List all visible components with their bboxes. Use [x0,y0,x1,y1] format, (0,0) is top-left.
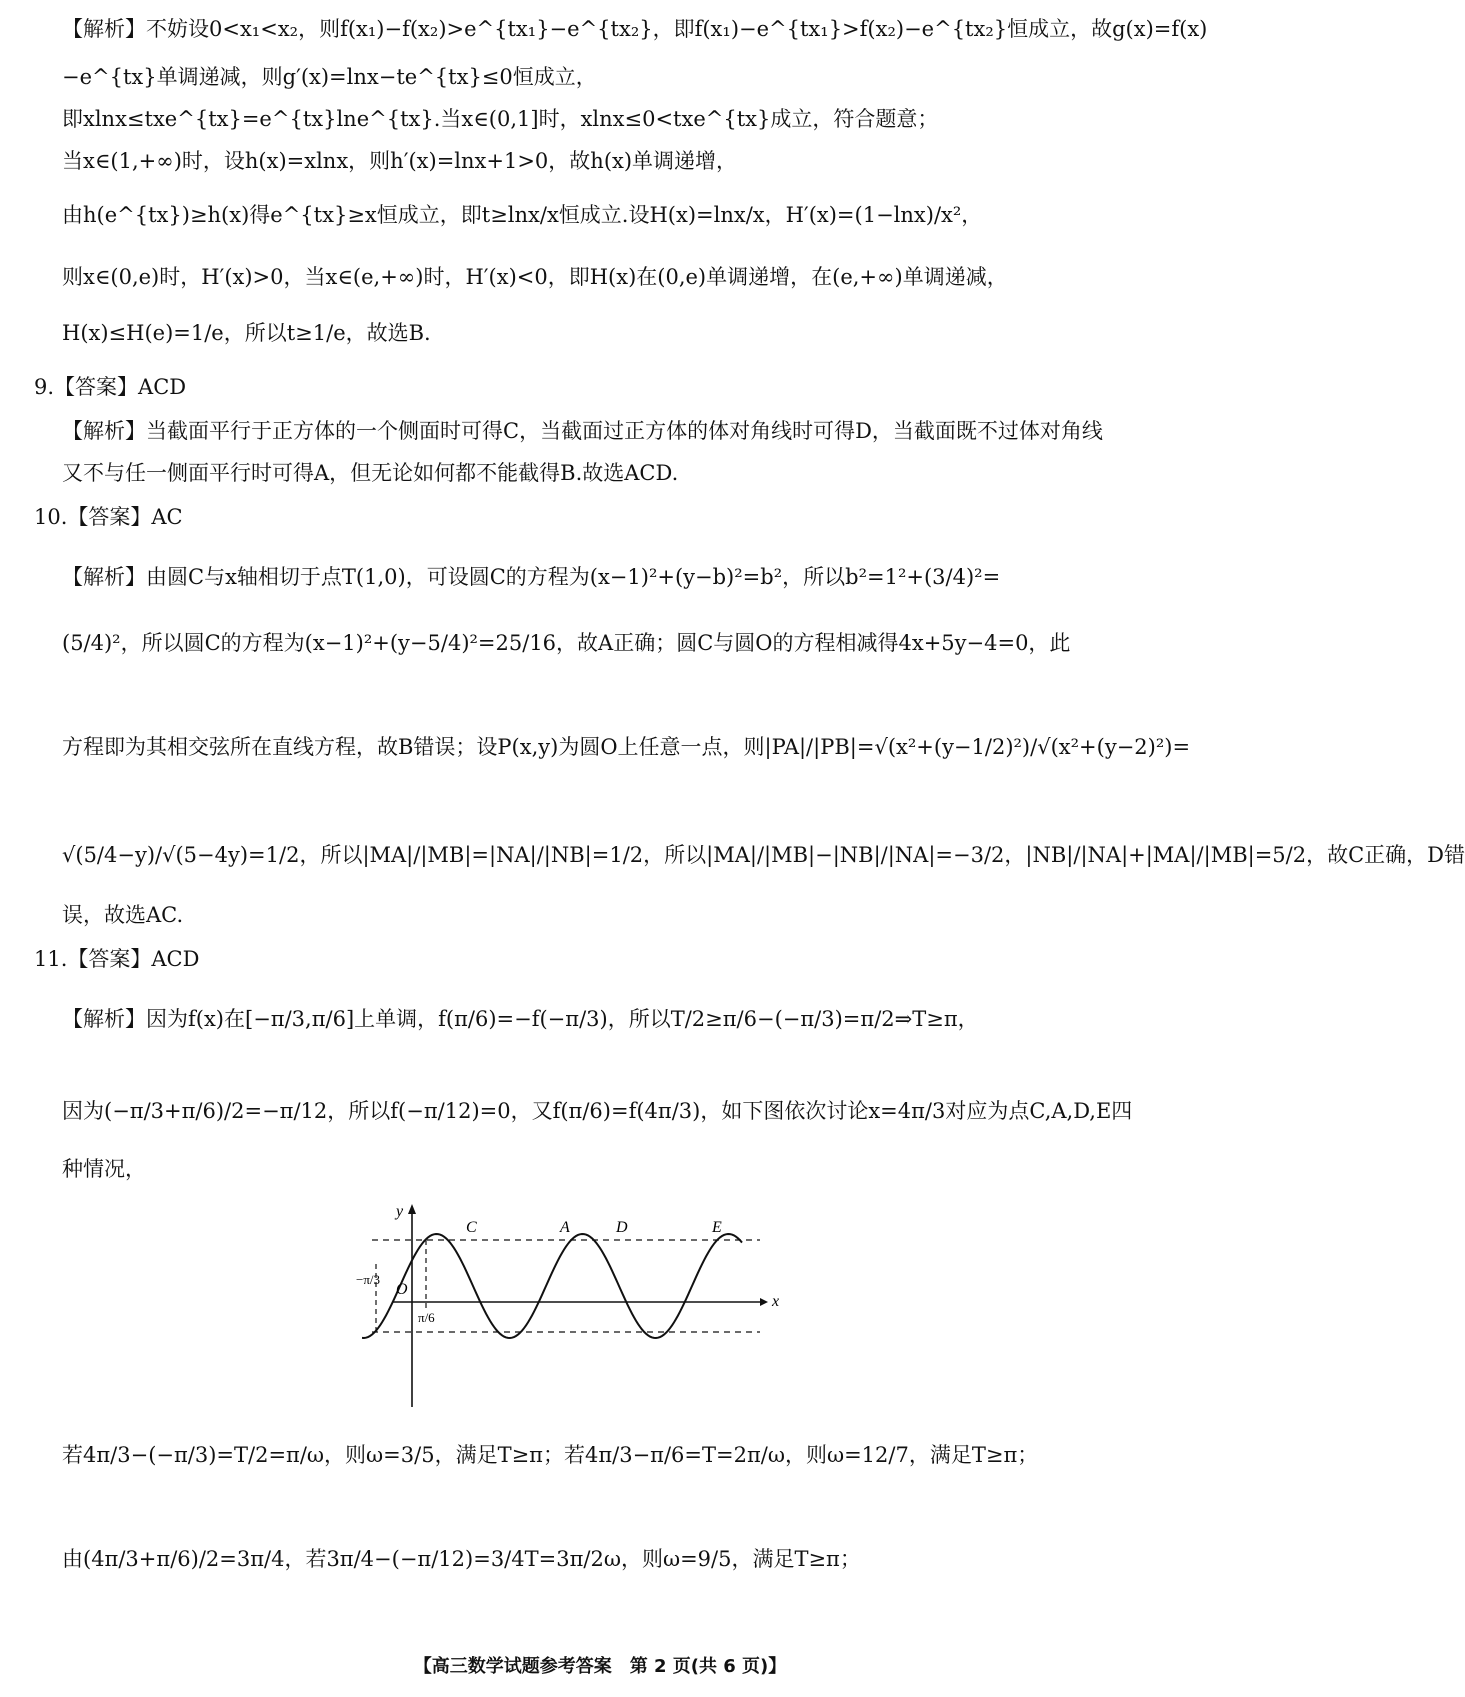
page-footer: 【高三数学试题参考答案 第 2 页(共 6 页)】 [413,1656,787,1677]
sine-wave-figure [356,1202,822,1412]
q11-analysis-line-5: 由(4π/3+π/6)/2=3π/4，若3π/4−(−π/12)=3/4T=3π/2ω，则ω=9/5，满足T≥π； [62,1547,861,1571]
q10-analysis-line-4: √(5/4−y)/√(5−4y)=1/2，所以|MA|/|MB|=|NA|/|NB|=1/2，所以|MA|/|MB|−|NB|/|NA|=−3/2，|NB|/|NA|+|MA|/|MB|=5/2，故C正确，D错 [62,843,1465,867]
q11-analysis-line-4: 若4π/3−(−π/3)=T/2=π/ω，则ω=3/5，满足T≥π；若4π/3−π/6=T=2π/ω，则ω=12/7，满足T≥π； [62,1443,1039,1467]
neg-pi-3-label: −π/3 [356,1272,381,1287]
q8-analysis-line-7: H(x)≤H(e)=1/e，所以t≥1/e，故选B. [62,321,431,345]
q11-analysis-line-2: 因为(−π/3+π/6)/2=−π/12，所以f(−π/12)=0，又f(π/6)=f(4π/3)，如下图依次讨论x=4π/3对应为点C,A,D,E四 [62,1099,1133,1123]
q8-analysis-line-5: 由h(e^{tx})≥h(x)得e^{tx}≥x恒成立，即t≥lnx/x恒成立.设H(x)=lnx/x，H′(x)=(1−lnx)/x²， [62,203,983,227]
q11-answer: 11.【答案】ACD [34,947,200,971]
q9-analysis-line-1: 【解析】当截面平行于正方体的一个侧面时可得C，当截面过正方体的体对角线时可得D，当截面既不过体对角线 [62,419,1103,443]
x-axis-arrow [760,1298,768,1306]
q11-analysis-line-1: 【解析】因为f(x)在[−π/3,π/6]上单调，f(π/6)=−f(−π/3)，所以T/2≥π/6−(−π/3)=π/2⇒T≥π， [62,1007,979,1031]
q8-analysis-line-1: 【解析】不妨设0<x₁<x₂，则f(x₁)−f(x₂)>e^{tx₁}−e^{tx₂}，即f(x₁)−e^{tx₁}>f(x₂)−e^{tx₂}恒成立，故g(x)=f(x) [62,17,1208,41]
q8-analysis-line-6: 则x∈(0,e)时，H′(x)>0，当x∈(e,+∞)时，H′(x)<0，即H(x)在(0,e)单调递增，在(e,+∞)单调递减， [62,265,1008,289]
q10-analysis-line-2: (5/4)²，所以圆C的方程为(x−1)²+(y−5/4)²=25/16，故A正确；圆C与圆O的方程相减得4x+5y−4=0，此 [62,631,1071,655]
origin-label: O [396,1281,408,1298]
q11-analysis-line-3: 种情况， [62,1157,146,1181]
q10-analysis-line-5: 误，故选AC. [62,903,184,927]
point-d-label: D [616,1219,628,1236]
q10-analysis-line-1: 【解析】由圆C与x轴相切于点T(1,0)，可设圆C的方程为(x−1)²+(y−b)²=b²，所以b²=1²+(3/4)²= [62,565,1001,589]
pi-6-label: π/6 [418,1310,435,1325]
point-a-label: A [560,1219,570,1236]
q9-answer: 9.【答案】ACD [34,375,187,399]
point-e-label: E [712,1219,722,1236]
x-label: x [772,1293,780,1310]
q8-analysis-line-2: −e^{tx}单调递减，则g′(x)=lnx−te^{tx}≤0恒成立， [62,65,597,89]
q9-analysis-line-2: 又不与任一侧面平行时可得A，但无论如何都不能截得B.故选ACD. [62,461,679,485]
q10-analysis-line-3: 方程即为其相交弦所在直线方程，故B错误；设P(x,y)为圆O上任意一点，则|PA|/|PB|=√(x²+(y−1/2)²)/√(x²+(y−2)²)= [62,735,1191,759]
point-c-label: C [466,1219,477,1236]
q8-analysis-line-4: 当x∈(1,+∞)时，设h(x)=xlnx，则h′(x)=lnx+1>0，故h(x)单调递增， [62,149,738,173]
y-label: y [396,1203,404,1220]
y-axis-arrow [408,1204,416,1214]
q8-analysis-line-3: 即xlnx≤txe^{tx}=e^{tx}lne^{tx}.当x∈(0,1]时，xlnx≤0<txe^{tx}成立，符合题意； [62,107,939,131]
q10-answer: 10.【答案】AC [34,505,183,529]
